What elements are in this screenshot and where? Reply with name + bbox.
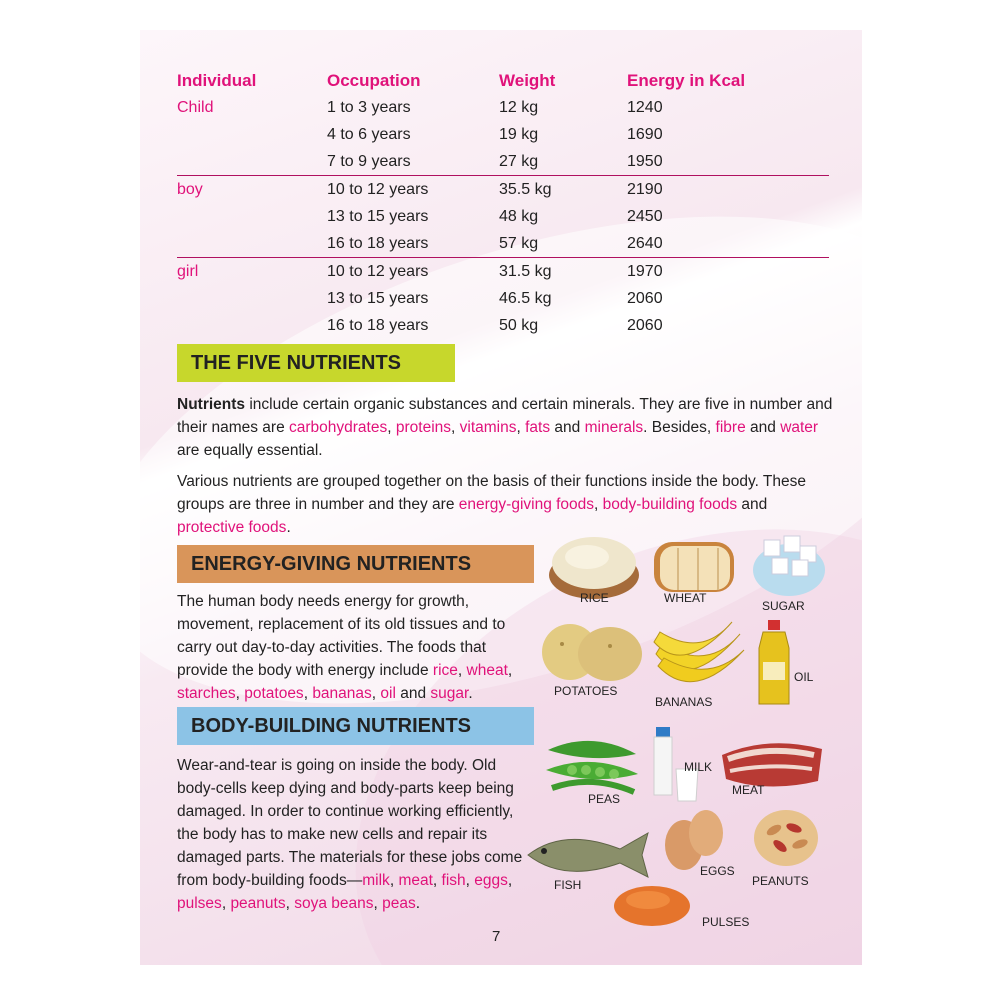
label-peanuts: PEANUTS xyxy=(752,874,809,888)
peanuts-image xyxy=(750,800,825,870)
label-pulses: PULSES xyxy=(702,915,750,929)
cell-weight: 35.5 kg xyxy=(499,176,627,204)
term-proteins: proteins xyxy=(395,419,452,436)
label-sugar: SUGAR xyxy=(762,599,805,613)
text: and xyxy=(737,496,768,513)
cell-individual: girl xyxy=(177,258,327,286)
term-rice: rice xyxy=(432,662,458,679)
label-oil: OIL xyxy=(794,670,814,684)
term-pulses: pulses xyxy=(177,895,222,912)
term-fibre: fibre xyxy=(715,419,746,436)
potatoes-image xyxy=(540,616,645,686)
cell-weight: 48 kg xyxy=(499,207,539,225)
cell-age: 1 to 3 years xyxy=(327,98,411,116)
cell-energy: 1950 xyxy=(627,152,663,170)
page-number: 7 xyxy=(492,928,501,945)
term-eggs: eggs xyxy=(474,872,508,889)
cell-energy: 2060 xyxy=(627,316,663,334)
oil-bottle-image xyxy=(753,618,795,708)
header-individual: Individual xyxy=(177,71,257,90)
cell-individual: boy xyxy=(177,176,327,204)
text: The human body needs energy for growth, movement, replacement of its old tissues and to carry out day-to-day activities. The foods that provide the body with energy include xyxy=(177,593,506,679)
text: include certain organic substances and certain minerals. They are five in number and their names are xyxy=(177,396,833,436)
term-energy-giving: energy-giving foods xyxy=(458,496,595,513)
cell-age: 16 to 18 years xyxy=(327,234,429,252)
term-nutrients: Nutrients xyxy=(177,396,246,413)
text: Wear-and-tear is going on inside the body. Old body-cells keep dying and body-parts keep being damaged. In order to continue working efficiently, the body has to make new cells and repair its damaged parts. The materials for these jobs come from body-building foods— xyxy=(177,757,523,889)
cell-individual xyxy=(177,121,327,148)
cell-individual xyxy=(177,230,327,258)
table-row xyxy=(177,176,829,204)
cell-age: 16 to 18 years xyxy=(327,316,429,334)
cell-individual xyxy=(177,312,327,339)
label-peas: PEAS xyxy=(588,792,621,806)
heading-energy-giving: ENERGY-GIVING NUTRIENTS xyxy=(177,545,534,583)
cell-individual xyxy=(177,203,327,230)
paragraph-groups: Various nutrients are grouped together on the basis of their functions inside the body. These groups are three in number and they are energy-giving foods, body-building foods and protective foods. xyxy=(177,473,807,536)
cell-age: 7 to 9 years xyxy=(327,152,411,170)
energy-requirement-table xyxy=(177,68,829,339)
term-vitamins: vitamins xyxy=(459,419,517,436)
pulses-image xyxy=(612,878,692,928)
text: Various nutrients are grouped together on the basis of their functions inside the body. These groups are three in number and they are xyxy=(177,473,807,513)
cell-energy: 2640 xyxy=(627,234,663,252)
table-row xyxy=(177,121,829,148)
label-rice: RICE xyxy=(580,591,609,605)
term-soya-beans: soya beans xyxy=(294,895,374,912)
cell-energy: 1690 xyxy=(627,125,663,143)
cell-weight: 31.5 kg xyxy=(499,258,627,286)
sugar-image xyxy=(750,522,828,600)
text: and xyxy=(395,685,431,702)
table-row xyxy=(177,258,829,286)
table-row xyxy=(177,230,829,258)
text: and xyxy=(745,419,781,436)
paragraph-energy: The human body needs energy for growth, movement, replacement of its old tissues and to carry out day-to-day activities. The foods that provide the body with energy include rice, wheat, starches, potatoes, bananas, oil and sugar. xyxy=(177,593,513,702)
paragraph-body-building: Wear-and-tear is going on inside the body. Old body-cells keep dying and body-parts keep being damaged. In order to continue working efficiently, the body has to make new cells and repair its damaged parts. The materials for these jobs come from body-building foods—milk, meat, fish, eggs, pulses, peanuts, soya beans, peas. xyxy=(177,757,523,912)
table-row xyxy=(177,148,829,176)
label-wheat: WHEAT xyxy=(664,591,707,605)
label-meat: MEAT xyxy=(732,783,765,797)
label-fish: FISH xyxy=(554,878,582,892)
text: are equally essential. xyxy=(177,442,323,459)
term-meat: meat xyxy=(398,872,433,889)
term-bananas: bananas xyxy=(312,685,372,702)
header-weight: Weight xyxy=(499,71,556,90)
term-carbohydrates: carbohydrates xyxy=(289,419,388,436)
peas-image xyxy=(542,730,642,798)
term-wheat: wheat xyxy=(466,662,508,679)
table-row xyxy=(177,285,829,312)
text: . xyxy=(286,519,291,536)
cell-energy: 2060 xyxy=(627,289,663,307)
cell-energy: 1240 xyxy=(627,98,663,116)
label-potatoes: POTATOES xyxy=(554,684,618,698)
cell-age: 13 to 15 years xyxy=(327,207,429,225)
cell-age: 10 to 12 years xyxy=(327,176,499,204)
cell-weight: 19 kg xyxy=(499,125,539,143)
cell-energy: 1970 xyxy=(627,258,829,286)
text: . Besides, xyxy=(643,419,716,436)
fish-image xyxy=(524,825,652,881)
heading-five-nutrients: THE FIVE NUTRIENTS xyxy=(177,344,455,382)
cell-weight: 27 kg xyxy=(499,152,539,170)
term-minerals: minerals xyxy=(584,419,644,436)
paragraph-nutrients: Nutrients include certain organic substances and certain minerals. They are five in number and their names are carbohydrates, proteins, vitamins, fats and minerals. Besides, fibre and water are equally essential. xyxy=(177,396,833,459)
term-oil: oil xyxy=(380,685,396,702)
term-potatoes: potatoes xyxy=(244,685,304,702)
heading-body-building: BODY-BUILDING NUTRIENTS xyxy=(177,707,534,745)
header-energy: Energy in Kcal xyxy=(627,71,746,90)
term-sugar: sugar xyxy=(430,685,469,702)
text: . xyxy=(468,685,473,702)
label-eggs: EGGS xyxy=(700,864,735,878)
bread-image xyxy=(648,524,748,598)
header-occupation: Occupation xyxy=(327,71,421,90)
cell-age: 4 to 6 years xyxy=(327,125,411,143)
label-milk: MILK xyxy=(684,760,713,774)
table-row xyxy=(177,94,829,121)
book-page xyxy=(140,30,862,965)
term-fats: fats xyxy=(525,419,551,436)
table-header-row xyxy=(177,68,829,94)
cell-individual xyxy=(177,148,327,176)
term-starches: starches xyxy=(177,685,236,702)
term-water: water xyxy=(780,419,819,436)
term-body-building: body-building foods xyxy=(602,496,738,513)
text: . xyxy=(415,895,421,912)
label-bananas: BANANAS xyxy=(655,695,713,709)
eggs-image xyxy=(660,803,728,873)
bananas-image xyxy=(648,614,748,694)
cell-energy: 2450 xyxy=(627,207,663,225)
cell-weight: 12 kg xyxy=(499,98,539,116)
term-peanuts: peanuts xyxy=(230,895,286,912)
cell-weight: 57 kg xyxy=(499,234,539,252)
term-fish: fish xyxy=(441,872,466,889)
cell-age: 10 to 12 years xyxy=(327,258,499,286)
cell-weight: 50 kg xyxy=(499,316,539,334)
table-row xyxy=(177,203,829,230)
text: and xyxy=(550,419,585,436)
cell-weight: 46.5 kg xyxy=(499,289,552,307)
term-peas: peas xyxy=(382,895,416,912)
cell-individual xyxy=(177,285,327,312)
cell-energy: 2190 xyxy=(627,176,829,204)
table-row xyxy=(177,312,829,339)
cell-individual: Child xyxy=(177,98,214,116)
cell-age: 13 to 15 years xyxy=(327,289,429,307)
term-protective: protective foods xyxy=(177,519,287,536)
term-milk: milk xyxy=(362,872,390,889)
